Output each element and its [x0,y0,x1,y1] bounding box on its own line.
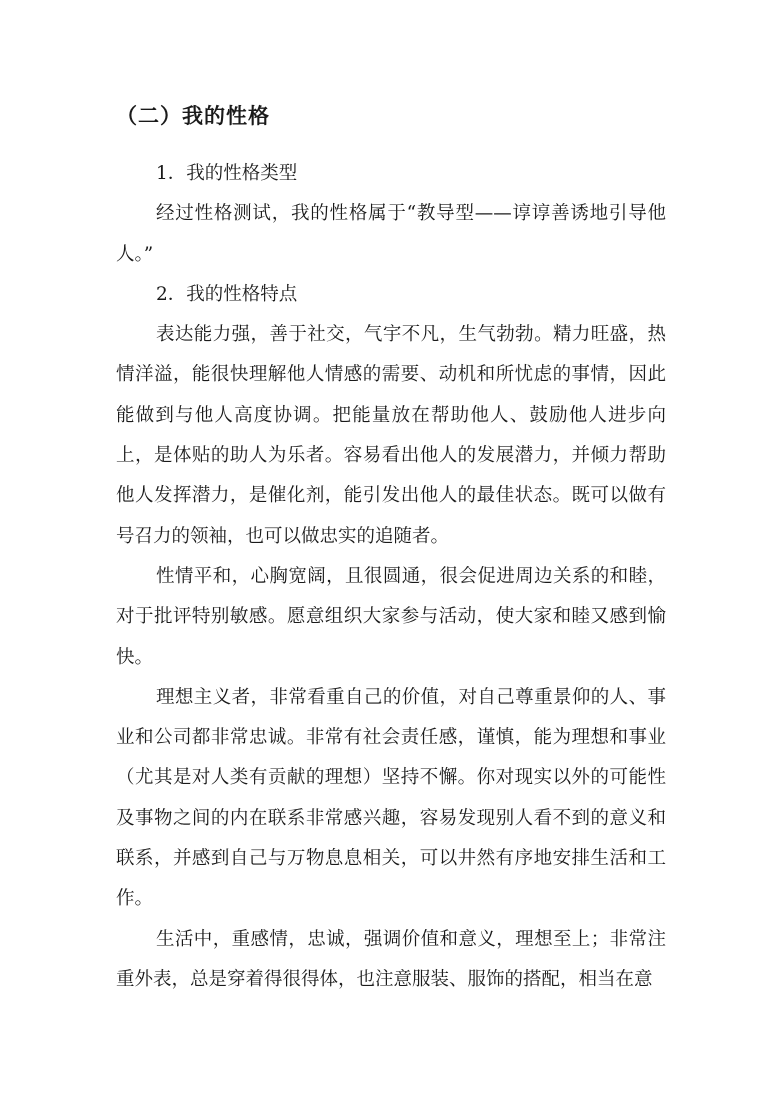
subheading-personality-type: 1．我的性格类型 [156,163,298,184]
document-body [116,154,666,1000]
paragraph: 理想主义者，非常看重自己的价值，对自己尊重景仰的人、事业和公司都非常忠诚。非常有社会责任感，谨慎，能为理想和事业（尤其是对人类有贡献的理想）坚持不懈。你对现实以外的可能性及事物之间的内在联系非常感兴趣，容易发现别人看不到的意义和联系，并感到自己与万物息息相关，可以井然有序地安排生活和工作。 [116,686,666,910]
paragraph: 表达能力强，善于社交，气宇不凡，生气勃勃。精力旺盛，热情洋溢，能很快理解他人情感的需要、动机和所忧虑的事情，因此能做到与他人高度协调。把能量放在帮助他人、鼓励他人进步向上，是体贴的助人为乐者。容易看出他人的发展潜力，并倾力帮助他人发挥潜力，是催化剂，能引发出他人的最佳状态。既可以做有号召力的领袖，也可以做忠实的追随者。 [116,324,666,547]
paragraph: 经过性格测试，我的性格属于“教导型——谆谆善诱地引导他人。” [116,203,666,265]
paragraph: 性情平和，心胸宽阔，且很圆通，很会促进周边关系的和睦，对于批评特别敏感。愿意组织大家参与活动，使大家和睦又感到愉快。 [116,565,666,668]
subheading-personality-traits: 2．我的性格特点 [156,283,298,305]
paragraph: 生活中，重感情，忠诚，强调价值和意义，理想至上；非常注重外表，总是穿着得很得体，也注意服装、服饰的搭配，相当在意 [116,928,666,990]
section-heading: （二）我的性格 [116,103,270,128]
